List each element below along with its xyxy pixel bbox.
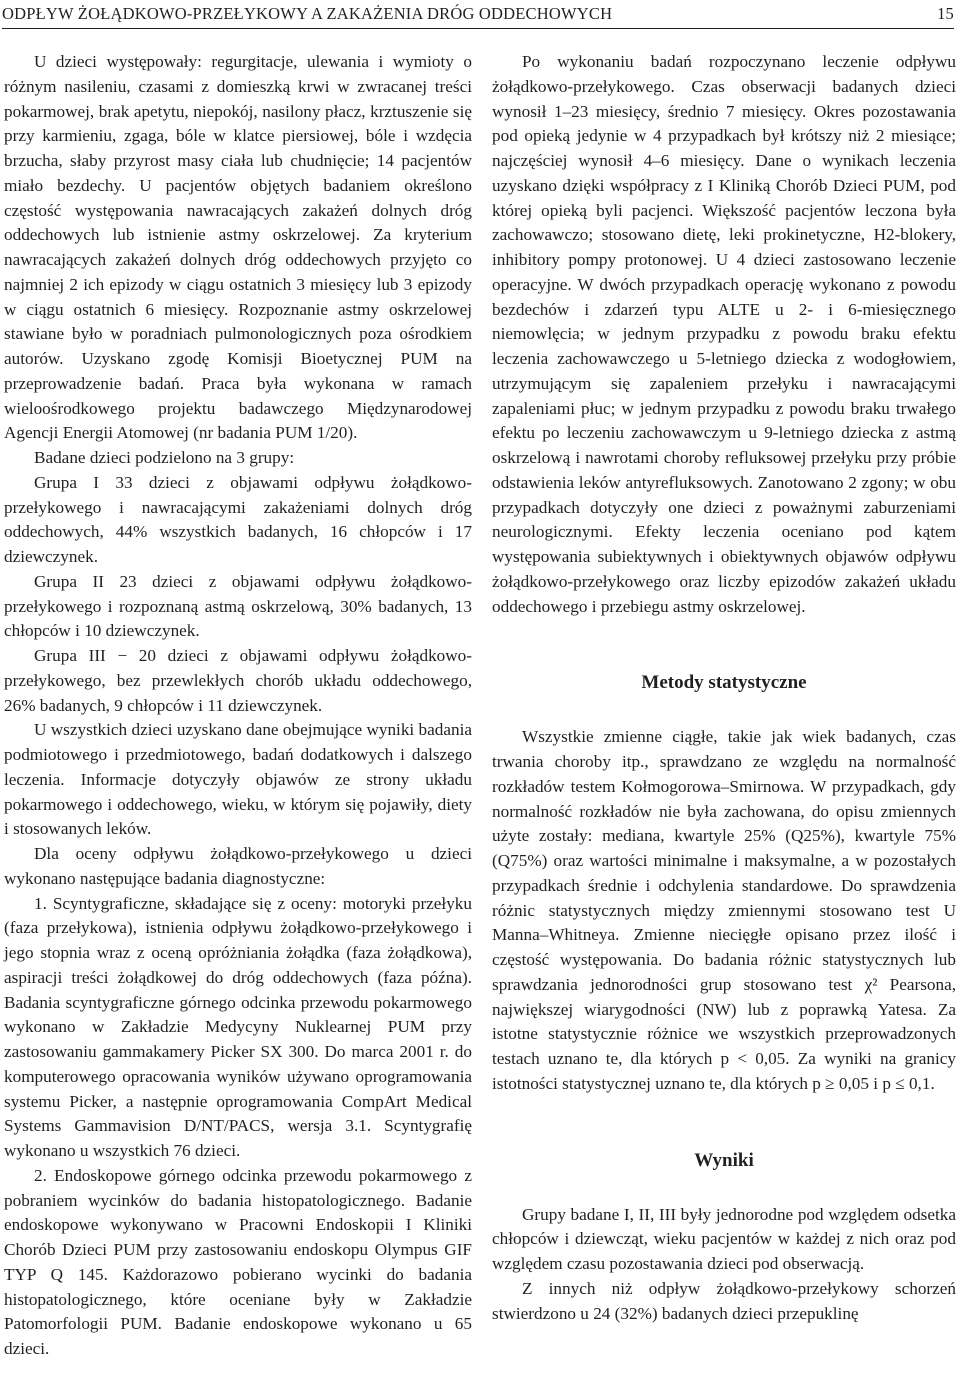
paragraph-treatment: Po wykonaniu badań rozpoczynano leczenie odpływu żołądkowo-przełykowego. Czas obserwacji badanych dzieci wynosił 1–23 miesięcy, średnio 7 miesięcy. Okres pozostawania pod opieką jedynie w 4 przypadkach był krótszy niż 2 miesiące; najczęściej wynosił 4–6 miesięcy. Dane o wynikach leczenia uzyskano dzięki współpracy z I Kliniką Chorób Dzieci PUM, pod której opieką byli pacjenci. Większość pacjentów leczona była zachowawczo; stosowano dietę, leki prokinetyczne, H2-blokery, inhibitory pompy protonowej. U 4 dzieci zastosowano leczenie operacyjne. W dwóch przypadkach operację wykonano z powodu bezdechów i zdarzeń typu ALTE u 2- i 6-miesięcznego niemowlęcia; w jednym przypadku z powodu braku efektu leczenia zachowawczego u 5-letniego dziecka z wodogłowiem, utrzymującym się zapaleniem przełyku i nawracającymi zapaleniami płuc; w jednym przypadku z powodu braku trwałego efektu po leczeniu zachowawczym u 9-letniego dziecka z astmą oskrzelową i nawrotami choroby refluksowej przełyku przy próbie odstawienia leków antyrefluksowych. Zanotowano 2 zgony; w obu przypadkach dotyczyły one dzieci z poważnymi zaburzeniami neurologicznymi. Efekty leczenia oceniano pod kątem występowania subiektywnych i obiektywnych objawów odpływu żołądkowo-przełykowego oraz liczby epizodów zakażeń układu oddechowego i przebiegu astmy oskrzelowej.	[492, 52, 956, 616]
running-title: ODPŁYW ŻOŁĄDKOWO-PRZEŁYKOWY A ZAKAŻENIA DRÓG ODDECHOWYCH	[2, 4, 613, 23]
left-column	[4, 50, 472, 1362]
section-heading-results: Wyniki	[694, 1149, 754, 1171]
paragraph-symptoms: U dzieci występowały: regurgitacje, ulewania i wymioty o różnym nasileniu, czasami z domieszką krwi w zwracanej treści pokarmowej, brak apetytu, niepokój, nasilony płacz, krztuszenie się przy karmieniu, zgaga, bóle w klatce piersiowej, bóle i wzdęcia brzucha, słaby przyrost masy ciała lub chudnięcie; 14 pacjentów miało bezdechy. U pacjentów objętych badaniem określono częstość występowania nawracających zakażeń dolnych dróg oddechowych lub istnienie astmy oskrzelowej. Za kryterium nawracających zakażeń dolnych dróg oddechowych przyjęto co najmniej 2 ich epizody w ciągu ostatnich 3 miesięcy lub 3 epizody w ciągu ostatnich 6 miesięcy. Rozpoznanie astmy oskrzelowej stawiane było w poradniach pulmonologicznych poza ośrodkiem autorów. Uzyskano zgodę Komisji Bioetycznej PUM na przeprowadzenie badań. Praca była wykonana w ramach wieloośrodkowego projektu badawczego Międzynarodowej Agencji Energii Atomowej (nr badania PUM 1/20).	[4, 52, 472, 443]
section-heading-statistics: Metody statystyczne	[641, 672, 807, 694]
right-column	[492, 50, 956, 1326]
page-number: 15	[937, 4, 954, 23]
paragraph-group-3: Grupa III − 20 dzieci z objawami odpływu żołądkowo-przełykowego, bez przewlekłych chorób układu oddechowego, 26% badanych, 9 chłopców i 11 dziewczynek.	[4, 646, 472, 715]
paragraph-results-2: Z innych niż odpływ żołądkowo-przełykowy schorzeń stwierdzono u 24 (32%) badanych dzieci przepuklinę	[492, 1278, 956, 1323]
paragraph-results-1: Grupy badane I, II, III były jednorodne pod względem odsetka chłopców i dziewcząt, wieku pacjentów w każdej z nich oraz pod względem czasu pozostawania dzieci pod obserwacją.	[492, 1204, 956, 1273]
paragraph-group-2: Grupa II 23 dzieci z objawami odpływu żołądkowo-przełykowego i rozpoznaną astmą oskrzelową, 30% badanych, 13 chłopców i 10 dziewczynek.	[4, 571, 472, 641]
paragraph-scintigraphy: 1. Scyntygraficzne, składające się z oceny: motoryki przełyku (faza przełykowa), istnienia odpływu żołądkowo-przełykowego i jego stopnia wraz z oceną opróżniania żołądka (faza żołądkowa), aspiracji treści żołądkowej do dróg oddechowych (faza późna). Badania scyntygraficzne górnego odcinka przewodu pokarmowego wykonano w Zakładzie Medycyny Nuklearnej PUM przy zastosowaniu gammakamery Picker SX 300. Do marca 2001 r. do komputerowego opracowania wyników używano oprogramowania systemu Picker, a następnie oprogramowania CompArt Medical Systems Gammavision D/NT/PACS, wersja 3.1. Scyntygrafię wykonano u wszystkich 76 dzieci.	[4, 893, 472, 1160]
paragraph-data-collection: U wszystkich dzieci uzyskano dane obejmujące wyniki badania podmiotowego i przedmiotowego, badań dodatkowych i dalszego leczenia. Informacje dotyczyły objawów ze strony układu pokarmowego i oddechowego, wieku, w którym się pojawiły, diety i stosowanych leków.	[4, 720, 472, 839]
paragraph-group-1: Grupa I 33 dzieci z objawami odpływu żołądkowo-przełykowego i nawracającymi zakażeniami dolnych dróg oddechowych, 44% wszystkich badanych, 16 chłopców i 17 dziewczynek.	[4, 472, 472, 566]
paragraph-groups-intro: Badane dzieci podzielono na 3 grupy:	[34, 448, 295, 467]
paragraph-statistics: Wszystkie zmienne ciągłe, takie jak wiek badanych, czas trwania choroby itp., sprawdzano ze względu na normalność rozkładów testem Kołmogorowa–Smirnowa. W przypadkach, gdy normalność rozkładów nie była zachowana, do opisu zmiennych użyte zostały: mediana, kwartyle 25% (Q25%), kwartyle 75% (Q75%) oraz wartości minimalne i maksymalne, a w pozostałych przypadkach średnie i odchylenia standardowe. Do sprawdzenia różnic statystycznych między zmiennymi stosowano test U Manna–Whitneya. Zmienne niecięgłe opisano przez ilość i częstość występowania. Do badania różnic statystycznych lub sprawdzania jednorodności grup stosowano test χ² Pearsona, największej wiarygodności (NW) lub z poprawką Yatesa. Za istotne statystycznie różnice we wszystkich przeprowadzonych testach uznano te, dla których p < 0,05. Za wyniki na granicy istotności statystycznej uznano te, dla których p ≥ 0,05 i p ≤ 0,1.	[492, 727, 956, 1093]
paragraph-diagnostics-intro: Dla oceny odpływu żołądkowo-przełykowego u dzieci wykonano następujące badania diagnostyczne:	[4, 844, 472, 888]
paragraph-endoscopy: 2. Endoskopowe górnego odcinka przewodu pokarmowego z pobraniem wycinków do badania histopatologicznego. Badanie endoskopowe wykonywano w Pracowni Endoskopii I Kliniki Chorób Dzieci PUM przy zastosowaniu endoskopu Olympus GIF TYP Q 145. Każdorazowo pobierano wycinki do badania histopatologicznego, które oceniane były w Zakładzie Patomorfologii PUM. Badanie endoskopowe wykonano u 65 dzieci.	[4, 1165, 472, 1358]
page-header	[2, 2, 954, 29]
